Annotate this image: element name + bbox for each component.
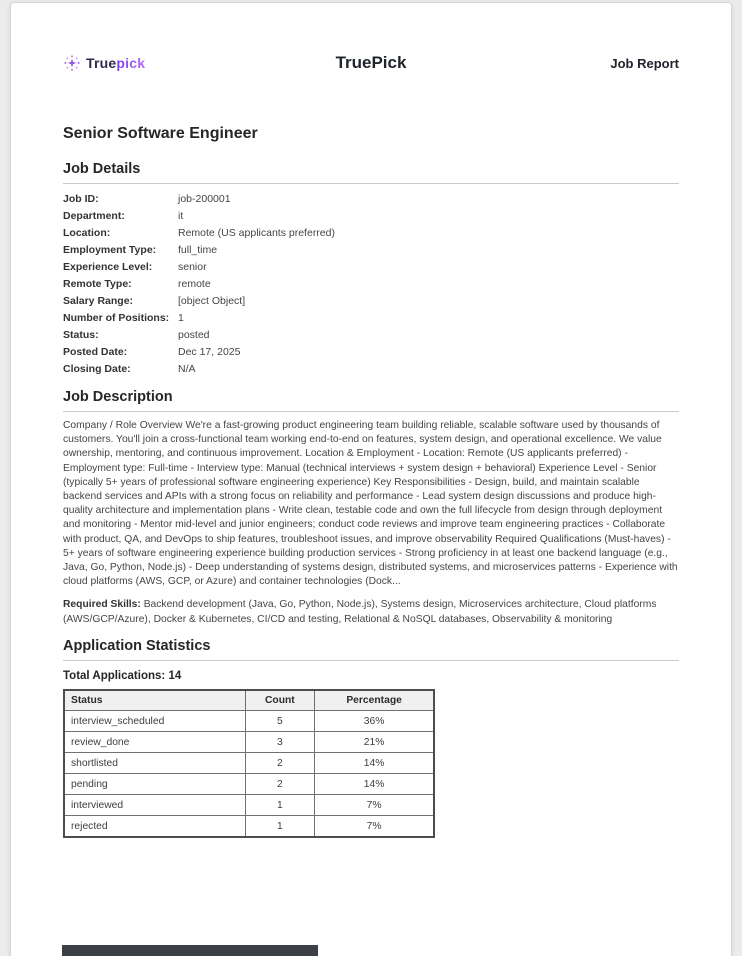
detail-value: 1: [178, 312, 184, 324]
detail-row: [63, 361, 679, 378]
stats-cell-count: 1: [245, 795, 315, 816]
stats-cell-percentage: 7%: [315, 816, 434, 837]
job-details-heading: Job Details: [63, 161, 679, 184]
total-applications: [63, 670, 679, 682]
report-type-label: Job Report: [610, 55, 679, 71]
detail-label: Posted Date:: [63, 346, 128, 358]
detail-label: Remote Type:: [63, 278, 132, 290]
job-description-heading: Job Description: [63, 389, 679, 412]
detail-label: Closing Date:: [63, 363, 131, 375]
stats-table-row: [64, 753, 434, 774]
partial-next-element-bar: [62, 945, 318, 956]
stats-cell-count: 2: [245, 774, 315, 795]
stats-cell-status: review_done: [64, 732, 245, 753]
detail-label: Location:: [63, 227, 111, 239]
required-skills-paragraph: [63, 598, 679, 626]
job-details-list: [63, 191, 679, 378]
stats-cell-count: 1: [245, 816, 315, 837]
detail-row: [63, 293, 679, 310]
logo-text-true: True: [86, 55, 117, 71]
stats-cell-count: 5: [245, 711, 315, 732]
detail-value: senior: [178, 261, 207, 273]
report-title: TruePick: [335, 53, 407, 72]
detail-value: job-200001: [178, 193, 231, 205]
detail-label: Employment Type:: [63, 244, 157, 256]
logo-text-pick: pick: [116, 55, 146, 71]
detail-label: Department:: [63, 210, 125, 222]
stats-cell-percentage: 14%: [315, 753, 434, 774]
detail-row: [63, 242, 679, 259]
report-header: [63, 3, 679, 73]
total-applications-label: Total Applications:: [63, 669, 166, 682]
stats-table-header-row: [64, 690, 434, 711]
stats-table-row: [64, 774, 434, 795]
detail-label: Job ID:: [63, 193, 99, 205]
stats-table-row: [64, 795, 434, 816]
detail-value: remote: [178, 278, 211, 290]
stats-cell-percentage: 36%: [315, 711, 434, 732]
total-applications-value: 14: [168, 669, 182, 682]
stats-table-row: [64, 732, 434, 753]
detail-value: full_time: [178, 244, 218, 256]
stats-cell-percentage: 21%: [315, 732, 434, 753]
stats-cell-status: rejected: [64, 816, 245, 837]
stats-cell-percentage: 14%: [315, 774, 434, 795]
stats-table-row: [64, 711, 434, 732]
required-skills-label: Required Skills:: [63, 599, 141, 611]
detail-value: Dec 17, 2025: [178, 346, 241, 358]
report-page: [10, 2, 732, 956]
detail-row: [63, 191, 679, 208]
stats-cell-count: 2: [245, 753, 315, 774]
stats-cell-count: 3: [245, 732, 315, 753]
detail-row: [63, 310, 679, 327]
application-statistics-table: [63, 689, 435, 838]
detail-value: it: [178, 210, 184, 222]
stats-cell-status: interview_scheduled: [64, 711, 245, 732]
stats-cell-status: shortlisted: [64, 753, 245, 774]
required-skills-text: Backend development (Java, Go, Python, Node.js), Systems design, Microservices architecture, Cloud platforms (AWS/GCP/Azure), Docker & Kubernetes, CI/CD and testing, Relational & NoSQL databases, Observability & monitoring: [63, 599, 657, 625]
stats-table-row: [64, 816, 434, 837]
detail-label: Status:: [63, 329, 99, 341]
detail-value: N/A: [178, 363, 196, 375]
detail-row: [63, 259, 679, 276]
application-statistics-heading: Application Statistics: [63, 638, 679, 661]
job-title: Senior Software Engineer: [63, 125, 258, 142]
detail-value: posted: [178, 329, 210, 341]
detail-row: [63, 344, 679, 361]
stats-header-percentage: Percentage: [315, 690, 434, 711]
detail-row: [63, 225, 679, 242]
detail-value: [object Object]: [178, 295, 246, 307]
detail-row: [63, 276, 679, 293]
detail-value: Remote (US applicants preferred): [178, 227, 335, 239]
detail-row: [63, 327, 679, 344]
stats-cell-status: pending: [64, 774, 245, 795]
detail-label: Salary Range:: [63, 295, 134, 307]
stats-header-status: Status: [64, 690, 245, 711]
stats-header-count: Count: [245, 690, 315, 711]
detail-row: [63, 208, 679, 225]
stats-cell-percentage: 7%: [315, 795, 434, 816]
detail-label: Experience Level:: [63, 261, 153, 273]
job-description-body: Company / Role Overview We're a fast-growing product engineering team building reliable, scalable software used by thousands of customers. You'll join a cross-functional team working end-to-end on features, system design, and operational excellence. We value ownership, mentoring, and continuous improvement. Location & Employment - Location: Remote (US applicants preferred) - Employment type: Full-time - Interview type: Manual (technical interviews + system design + behavioral) Experience Level - Senior (typically 5+ years of professional software engineering experience) Key Responsibilities - Design, build, and maintain scalable backend services and APIs with a strong focus on reliability and performance - Lead system design discussions and produce high-quality architecture and implementation plans - Write clean, testable code and own the full lifecycle from design through deployment and monitoring - Mentor mid-level and junior engineers; conduct code reviews and improve team engineering practices - Collaborate with product, QA, and DevOps to ship features, troubleshoot issues, and improve observability Required Qualifications (Must-haves) - 5+ years of software engineering experience building production services - Strong proficiency in at least one backend language (e.g., Java, Go, Python, Node.js) - Deep understanding of systems design, distributed systems, and microservices patterns - Experience with cloud platforms (AWS, GCP, or Azure) and container technologies (Dock...: [63, 420, 678, 588]
stats-cell-status: interviewed: [64, 795, 245, 816]
detail-label: Number of Positions:: [63, 312, 170, 324]
